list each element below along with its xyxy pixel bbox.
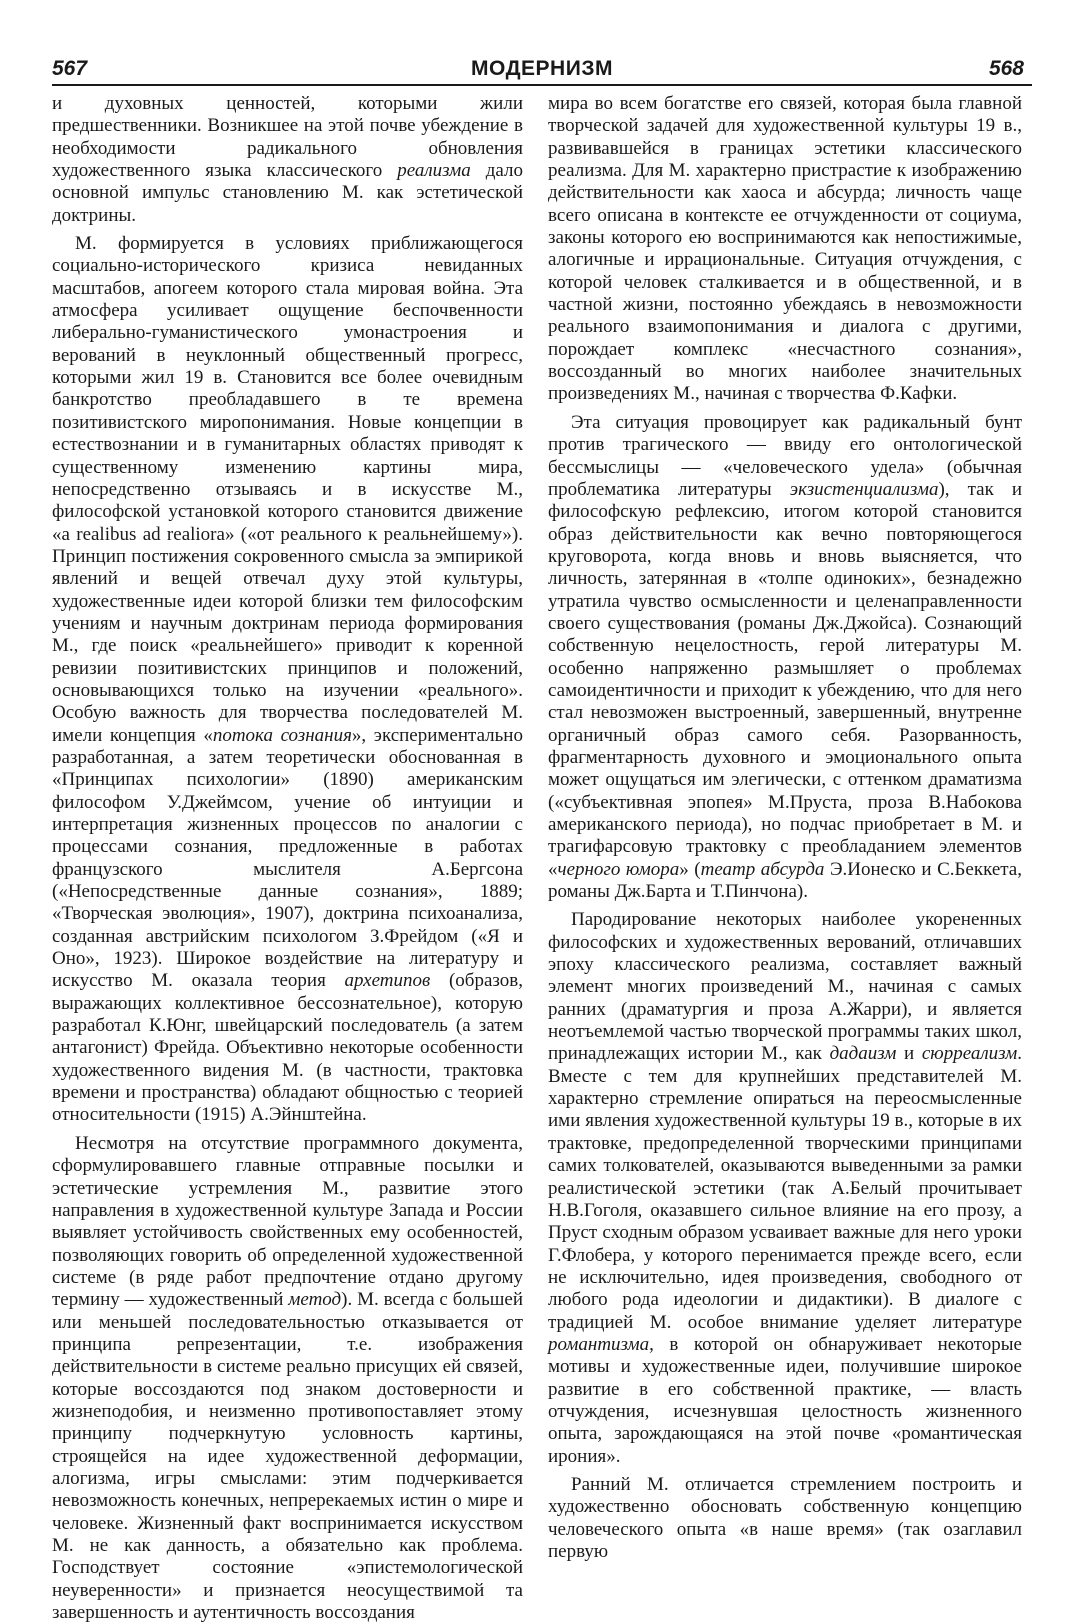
paragraph: Ранний М. отличается стремлением построить и художественно обосновать собственную концепцию человеческого опыта «в наше время» (так озаглавил первую bbox=[548, 1473, 1022, 1562]
header-rule bbox=[52, 84, 1032, 86]
page-number-right: 568 bbox=[988, 57, 1024, 80]
paragraph: Несмотря на отсутствие программного документа, сформулировавшего главные отправные посылки и эстетические устремления М., развитие этого направления в художественной культуре Запада и России выявляет устойчивость свойственных ему особенностей, позволяющих говорить об определенной художественной системе (в ряде работ предпочтение отдано другому термину — художественный метод). М. всегда с большей или меньшей последовательностью отказывается от принципа репрезентации, т.е. изображения действительности в системе реально присущих ей связей, которые воссоздаются под знаком достоверности и жизнеподобия, и неизменно противопоставляет этому принципу подчеркнутую условность картины, строящейся на идее художественной деформации, алогизма, игры смыслами: этим подчеркивается невозможность конечных, непререкаемых истин о мире и человеке. Жизненный факт воспринимается искусством М. не как данность, а обязательно как проблема. Господствует состояние «эпистемологической неуверенности» и признается неосуществимой та завершенность и аутентичность воссоздания bbox=[52, 1132, 523, 1624]
paragraph: и духовных ценностей, которыми жили предшественники. Возникшее на этой почве убеждение в необходимости радикального обновления художественного языка классического реализма дало основной импульс становлению М. как эстетической доктрины. bbox=[52, 93, 523, 226]
paragraph: Эта ситуация провоцирует как радикальный бунт против трагического — ввиду его онтологической бессмыслицы — «человеческого удела» (обычная проблематика литературы экзистенциализма), так и философскую рефлексию, итогом которой становится образ действительности как вечно повторяющегося круговорота, когда вновь и вновь выясняется, что личность, затерянная в «толпе одиноких», безнадежно утратила чувство осмысленности и целенаправленности своего существования (романы Дж.Джойса). Сознающий собственную нецелостность, герой литературы М. особенно напряженно размышляет о проблемах самоидентичности и приходит к убеждению, что для него стал невозможен выстроенный, завершенный, внутренне органичный образ самого себя. Разорванность, фрагментарность духовного и эмоционального опыта может ощущаться им элегически, с оттенком драматизма («субъективная эпопея» М.Пруста, проза В.Набокова американского периода), но подчас приобретает в М. и трагифарсовую трактовку с преобладанием элементов «черного юмора» (театр абсурда Э.Ионеско и С.Беккета, романы Дж.Барта и Т.Пинчона). bbox=[548, 411, 1022, 903]
right-column bbox=[548, 93, 1022, 1563]
running-title: МОДЕРНИЗМ bbox=[471, 57, 613, 80]
paragraph: М. формируется в условиях приближающегося социально-исторического кризиса невиданных масштабов, апогеем которого стала мировая война. Эта атмосфера усиливает ощущение беспочвенности либерально-гуманистического умонастроения и верований в неуклонный общественный прогресс, которыми жил 19 в. Становится все более очевидным банкротство преобладавшего в те времена позитивистского миропонимания. Новые концепции в естествознании и в гуманитарных областях приводят к существенному изменению картины мира, непосредственно отзываясь и в искусстве М., философской установкой которого становится движение «a realibus ad realiora» («от реального к реальнейшему»). Принцип постижения сокровенного смысла за эмпирикой явлений и вещей отвечал духу этой культуры, художественные идеи которой близки тем философским учениям и научным доктринам периода формирования М., где поиск «реальнейшего» приводит к коренной ревизии позитивистских принципов и положений, основывающихся только на изучении «реального». Особую важность для творчества последователей М. имели концепция «потока сознания», экспериментально разработанная, а затем теоретически обоснованная в «Принципах психологии» (1890) американским философом У.Джеймсом, учение об интуиции и интерпретация жизненных процессов по аналогии с процессами сознания, предложенные в работах французского мыслителя А.Бергсона («Непосредственные данные сознания», 1889; «Творческая эволюция», 1907), доктрина психоанализа, созданная австрийским психологом З.Фрейдом («Я и Оно», 1923). Широкое воздействие на литературу и искусство М. оказала теория архетипов (образов, выражающих коллективное бессознательное), которую разработал К.Юнг, швейцарский последователь (а затем антагонист) Фрейда. Объективно некоторые особенности художественного видения М. (в частности, трактовка времени и пространства) обладают общностью с теорией относительности (1915) А.Эйнштейна. bbox=[52, 233, 524, 1126]
running-header bbox=[52, 56, 1032, 86]
paragraph: мира во всем богатстве его связей, которая была главной творческой задачей для художественной культуры 19 в., развивавшейся в границах эстетики классического реализма. Для М. характерно пристрастие к изображению действительности как хаоса и абсурда; личность чаще всего описана в контексте ее отчужденности от социума, законы которого ею воспринимаются как непостижимые, алогичные и иррациональные. Ситуация отчуждения, с которой человек сталкивается и в общественной, и в частной жизни, постоянно убеждаясь в невозможности реального взаимопонимания и диалога с другими, порождает комплекс «несчастного сознания», воссозданный во многих наиболее значительных произведениях М., начиная с творчества Ф.Кафки. bbox=[548, 93, 1022, 405]
paragraph: Пародирование некоторых наиболее укорененных философских и художественных верований, отличавших эпоху классического реализма, составляет важный элемент многих произведений М., начиная с самых ранних (драматургия и проза А.Жарри), и является неотъемлемой частью творческой программы таких школ, принадлежащих истории М., как дадаизм и сюрреализм. Вместе с тем для крупнейших представителей М. характерно стремление опираться на переосмысленные ими явления художественной культуры 19 в., которые в их трактовке, предопределенной творческими принципами самих толкователей, оказываются выведенными за рамки реалистической эстетики (так А.Белый прочитывает Н.В.Гоголя, оказавшего сильное влияние на его прозу, а Пруст сходным образом усваивает важные для него уроки Г.Флобера, у которого перенимается прежде всего, если не исключительно, идея произведения, свободного от любого рода идеологии и дидактики). В диалоге с традицией М. особое внимание уделяет литературе романтизма, в которой он обнаруживает некоторые мотивы и художественные идеи, получившие широкое развитие в его собственной практике, — власть отчуждения, исчезнувшая целостность жизненного опыта, зарождающаяся на этой почве «романтическая ирония». bbox=[548, 909, 1022, 1467]
left-column bbox=[52, 93, 523, 1624]
page-number-left: 567 bbox=[52, 57, 88, 80]
